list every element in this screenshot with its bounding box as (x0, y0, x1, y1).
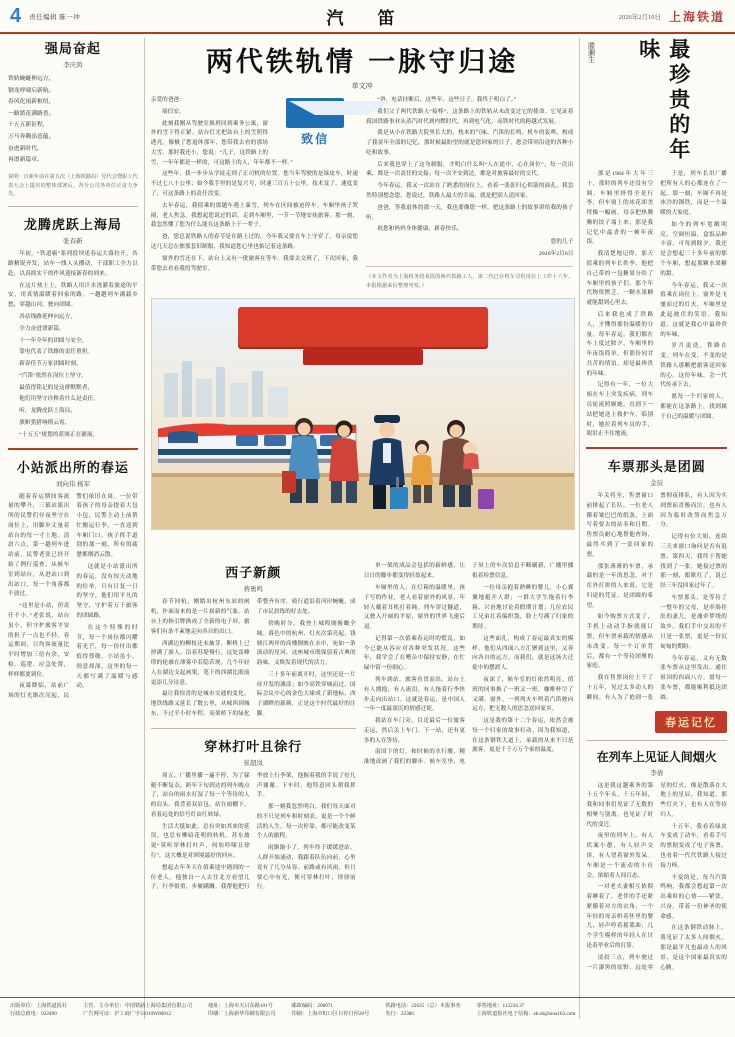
article-note: 说明：自新年前在第五次（上海铁路局）党代会暨职工代表大会上提出的整体部署后，各分公司各单位正奋力争先。 (8, 173, 138, 198)
paragraph: 各站线路延伸向远方， (19, 313, 77, 320)
paragraph: 夜幕降临，站前广场的灯光渐次亮起，民警们依旧在岗。一位带着孩子的母亲提着大包小包，民警主动上前帮忙搬运行李，一直送到车厢门口。孩子挥手道别的那一刻，所有的疲惫都烟消云散。 (8, 493, 138, 700)
paragraph: 春节回杭，刚踏出杭州东站的闸机，扑面而来的是一片崭新的气象。站台上的指引牌换成了全新的电子屏，旅客们有条不紊地走向各自的出口。 (150, 599, 250, 635)
paragraph: 如今购票方式变了，手机上动动手指就能订票，但车票承载的情感从未改变。每一个订单背后，都有一个等待团聚的家庭。 (586, 614, 654, 670)
paragraph: 岁月更迭，铁路在变，列车在变，不变的是铁路人那颗把旅客送回家的心。这份年味，会一代代传承下去。 (660, 343, 727, 389)
paragraph: 雨渐渐小了，列车终于缓缓进站。人群开始涌动，我跟着队伍向前，心里竟有了几分从容。前路或有风雨，但只要心中有光，便可穿林打叶，徐徐前行。 (256, 845, 356, 891)
paragraph: 他们用坚守诠释着什么是责任。 (19, 396, 99, 403)
editor-label: 责任编辑 陈一冲 (29, 13, 81, 21)
letter-badge-label: 致信 (301, 131, 330, 146)
paragraph: 生活大抵如此，总有突如其来的延误，也总有柳暗花明的转机。苏东坡说“莫听穿林打叶声，何妨吟啸且徐行”，这大概是对困境最好的回应。 (150, 823, 250, 860)
article-author: 李倩 (650, 769, 664, 777)
column-rule (144, 38, 145, 1019)
article-author: 金辰 (650, 480, 664, 488)
lead-paragraphs-2 (366, 96, 573, 290)
paragraph: 后来我也穿上了这身制服，才明白什么叫“人在途中，心在岗位”。每一次出乘，都是一次责任的交接；每一次平安到达，都是对旅客最好的交代。 (366, 161, 574, 178)
paragraph: 年初，“铁道霸”系列段坝述春运大幕拉开，各路精锐齐发，站车一线人头攒动，干部职工全力以赴，以真抓实干的作风迎接新春的到来。 (8, 251, 138, 277)
paragraph: 爸爸，等我退休的那一天，我也要像您一样，把这条路上的故事讲给我的孩子听。 (366, 204, 574, 221)
paragraph: 如今的列车宽敞明亮，空调恒温，盒饭品种丰富。可每到除夕，我还是会想起三十多年前的那个车厢，想起那颗水果糖的甜。 (660, 221, 727, 277)
paragraph: 十五年，我看着绿皮车变成了动车，看着手写的票据变成了电子客票，也看着一代代铁路人接过接力棒。 (660, 823, 727, 869)
footer-line: 出版单位：上海铁道报社 (10, 1003, 68, 1009)
footer-line: 上海铁道报社电子信箱：sh.sh@sina163.com (476, 1011, 576, 1018)
paragraph: 听，龙腾虎跃上海局， (19, 408, 77, 415)
passengers-graphic (282, 409, 512, 519)
paper-logo: 上海铁道 (668, 9, 725, 24)
paragraph: 车票那头，是等待了一整年的父母，是牵肠挂肚的妻儿，是魂牵梦绕的故乡。我们手中交出的不只是一张票，更是一份沉甸甸的期盼。 (660, 594, 727, 650)
paragraph: 今年春运，又有无数张车票从这里发出，通往祖国的四面八方。愿每一张车票，都能顺利抵达团圆。 (660, 655, 727, 701)
poem-line: 一路繁花满路香。 (8, 110, 55, 117)
footer-col-4 (291, 1002, 369, 1033)
poem-line: 奋进新时代， (8, 145, 43, 152)
page-title: 汽 笛 (326, 8, 409, 29)
paragraph: 记得有一年，一位大姐在车上突发疾病，列车员轮流照顾她，直到下一站把她送上救护车。临别时，她拉着列车员的手，眼泪止不住地流。 (586, 382, 654, 438)
paragraph: 这些年，我一步步从学徒走到了正司机的位置。您当年驾驶的是绿皮车，时速不过七八十公里；如今我手里的是复兴号，时速三百五十公里。技术变了，速度变了，可这条路上的责任没变。 (150, 171, 359, 198)
paragraph: 靠电代表了铁路的责任重担。 (19, 349, 94, 356)
footer-line: 行政总值电：022490 (10, 1011, 57, 1018)
article-title: 龙腾虎跃上海局 (23, 218, 122, 234)
paragraph: 展信安。 (161, 108, 185, 115)
paragraph: 不变的是，每当汽笛鸣响，我都会想起第一次出乘时的心情——紧张、兴奋，带着一份神圣的使命感。 (660, 874, 727, 920)
article-author: 李庆鸿 (63, 62, 83, 69)
paragraph: 单一架的成品会包括的新鲜感，让日日的脚步都变得轻盈起来。 (363, 563, 466, 580)
footer-col-5 (385, 1002, 460, 1033)
left-column (8, 38, 138, 1019)
publication-date: 2026年2月10日 (618, 13, 661, 21)
paragraph: 这是我这趟乘务的第十五个年头。十五年间，我和同事们见证了无数的相聚与别离，也见证了时代的变迁。 (586, 782, 654, 828)
paragraph: 夜深了，候车室的灯依然明亮。值班的同事换了一班又一班，咖啡杯空了又满。窗外，一列列火车鸣着汽笛驶向远方，把无数人的思念送回家乡。 (472, 677, 574, 713)
divider (586, 740, 727, 741)
lead-headline: 两代铁轨情 一脉守归途 (205, 47, 519, 78)
article-body (8, 250, 138, 440)
paragraph: “十五五”规划的蓝图正在铺展。 (19, 431, 99, 438)
lead-body-left (151, 96, 358, 292)
article-title: 强局奋起 (44, 42, 101, 57)
paragraph: 一位母亲抱着熟睡的婴儿，小心翼翼地避开人群；一群大学生拖着行李箱，兴奋地讨论着假期计划；几位农民工兄弟扛着编织袋，脸上写满了归家的期待。 (472, 584, 574, 631)
poem-line: 万马奔腾添意蕴。 (8, 133, 55, 140)
page-body (0, 34, 735, 1019)
paragraph: 列车到站，旅客鱼贯而出。站台上有人拥抱，有人流泪，有人拖着行李快步走向出站口。这就是春运，是中国人一年一度最深沉的情感迁徙。 (363, 677, 466, 713)
paragraph: 车厢里的人，在灯箱的温暖里，孩子写的作业，老人看着窗外的风景，年轻人戴着耳机打着盹。列车穿过隧道，又驶入开阔的平原，窗外的世界飞速后退。 (363, 584, 466, 631)
paragraph: 愿每一个归家的人，都能在这条路上，找到属于自己的温暖与团圆。 (660, 394, 727, 420)
poem-line: 钢龙呼啸启新航。 (8, 87, 55, 94)
footer-line: 印刷：上海新华印刷有限公司 (208, 1011, 276, 1018)
red-banner-sub (303, 349, 423, 365)
illustration-block (151, 298, 574, 530)
footer-col-3 (208, 1002, 275, 1033)
article-author: 蒋勇鸣 (243, 586, 263, 594)
article-title: 穿林打叶且徐行 (204, 739, 303, 755)
paragraph: 西湖边的柳枝还未抽芽，断桥上已挤满了游人。沿着苏堤慢行，远处雷峰塔的轮廓在薄雾中若隐若现。几个年轻人在湖边支起画架，笔下的西湖比眼前更添几分诗意。 (150, 640, 250, 686)
paragraph: 我清楚地记得，那天值乘的列车长姓李，他把自己带的一包糖果分给了车厢里的孩子们。那个年代物资匮乏，一颗水果糖就能甜到心里去。 (586, 251, 654, 307)
paragraph: 此刻我刚从驾驶室换班回到乘务公寓，窗外的雪下得正紧。站台灯光把站台上的雪照得透亮，像极了您退休那年，您带我去看的那场大雪。那时我还小，您说：“儿子，这铁路上的雪，一年年都是一样的，可这路上的人，年年都不一样。” (150, 120, 293, 166)
paragraph: 窗外的雪还在下，站台上又有一批旅客在等车。我要去交班了，下次回家，我带您去看看我的驾驶室。 (150, 255, 359, 272)
paragraph: 这就是小站派出所的春运，没有惊天动地的壮举，只有日复一日的坚守。他们用平凡的坚守，守护着万千旅客的团圆路。 (76, 564, 138, 619)
editor-footnote: （本文作者为上海机务段某段的两代铁路工人，第二代已在机车司机岗位上工作十六年。本报根据来信整理刊发。） (366, 273, 574, 289)
article-body (151, 772, 356, 894)
paragraph: 傍晚时分，我登上城隍阁俯瞰全城。暮色中的杭州，灯火次第亮起，钱塘江两岸的高楼倒映在水中，宛如一条流动的星河。这座城市既保留着古典的韵味，又焕发着现代的活力。 (256, 620, 356, 667)
article-title: 在列车上见证人间烟火 (596, 749, 717, 764)
article-author: 滕灏生 (587, 42, 596, 63)
illustration (151, 298, 576, 530)
paragraph: 我是从小在铁路大院里长大的，枕木的气味、汽笛的长鸣、机车的轰鸣，构成了我童年全部的记忆。那时候最盼望的就是您回家的日子，您会带回沿途的各种小吃和故事。 (366, 130, 574, 156)
envelope-icon (286, 98, 344, 128)
article-title: 车票那头是团圆 (607, 460, 706, 476)
article-body (586, 492, 727, 704)
poem-line: 再谱新篇章。 (8, 157, 43, 164)
paragraph: 那一刻我忽然明白，我们每天面对的不只是列车和时刻表，更是一个个鲜活的人生。每一次停靠，都可能改变某个人的旅程。 (256, 804, 356, 840)
paragraph: 随着春运期间客流量的攀升，三镇站派出所的民警们昼夜坚守在岗位上，用脚步丈量着站台的每一寸土地。清晨六点，第一趟列车进站前，民警老张已经开始了例行巡查，从候车室到站台，从进站口到出站口，每一个角落都不放过。 (8, 493, 70, 598)
center-column (151, 38, 574, 1019)
divider (8, 206, 138, 207)
paragraph: 南国下的灯，和时候的水行腰，精准地改画了我们的脚步。候车室里，电子屏上的车次信息不断刷新，广播里播报着检票信息。 (363, 563, 574, 766)
poem-line: 十五五新征程， (8, 122, 49, 129)
signature-date: 2026年2月6日 (539, 250, 574, 257)
poem-body (8, 74, 138, 167)
right-column (586, 38, 727, 1019)
paragraph: 旗帜猎猎响彻云霄， (19, 420, 71, 426)
article-yanhuo (586, 748, 727, 975)
signature: 您的儿子 (550, 239, 574, 246)
article-extra (364, 562, 574, 894)
paragraph: 那是1984年大年三十，那时的列车还没有空调，车厢里挤得全是行李，但车窗上的冰花却美得像一幅画。母亲把热腾腾的饺子端上来，那是我记忆中最香的一顿年夜饭。 (586, 171, 654, 246)
page-footer (0, 997, 735, 1037)
article-longteng (8, 214, 138, 440)
paragraph: 这些面孔，构成了春运最真实的模样。他们从四面八方汇聚到这里，又奔向各自的远方。而我们，就是这场大迁徙中的摆渡人。 (472, 635, 574, 672)
footer-col-2 (83, 1002, 192, 1033)
paragraph: 去年春运，我值乘的那趟车遇上暴雪，列车在区间被迫停车。车厢里孩子哭闹，老人焦急。我想起您说过的话，走到车厢里，一节一节地安抚旅客。那一刻，我忽然懂了您为什么能在这条路上干一辈子。 (150, 202, 359, 229)
paragraph: 于是，列车长用广播把所有人的心都连在了一起。那一刻，车厢不再是冰冷的钢铁，而是一个温暖的大家庭。 (660, 171, 727, 217)
masthead (0, 0, 735, 34)
poem-line: 春风化雨新枢纽， (8, 99, 55, 106)
paragraph: 最让我惊喜的是城市交通的变化。地铁线路又延长了数公里，从城西到城东，不过半小时车程。高架桥下的绿化带整齐有序，骑行道沿着河岸蜿蜒，成了市民晨练的好去处。 (150, 599, 356, 717)
poem-line: 铁轨蜿蜒伸远方， (8, 76, 55, 82)
footer-col-1 (10, 1002, 67, 1033)
divider-heavy (586, 447, 727, 449)
lead-author: 单文冲 (351, 82, 373, 90)
lead-body-right (366, 96, 573, 292)
paragraph: “这里是小站，但责任不小。”老张说，站台虽小，但守护旅客平安的担子一点也不轻。春运期间，日均客流量比平时增加三倍有余，安检、巡逻、应急处置，样样都要到位。 (8, 603, 70, 678)
paragraph: 我站在车门旁，目送最后一位旅客走远，然后关上车门。下一站，还有更多的人在等待。 (363, 718, 466, 744)
footer-line: 印刷：上海市虹口区日停日停20号 (291, 1011, 370, 1018)
footer-line: 邮政编码：200071 (291, 1003, 333, 1009)
paragraph: 我们父子两代铁路人“接棒”，这条路上的铁轨从未改变过它的使命。它见证着我国铁路事业从蒸汽时代到内燃时代，再到电气化、高铁时代的跨越式发展。 (366, 108, 574, 125)
article-zhengui-header (586, 38, 727, 166)
paragraph: 记得第一次值乘春运时的慌乱，如今已能从容应对各种突发状况。这些年，我学会了在嘈杂中保持安静，在忙碌中留一份细心。 (363, 635, 466, 672)
series-badge: 春运记忆 (655, 711, 727, 733)
series-badge-row (586, 711, 727, 733)
article-author: 刘向伟 杨军 (55, 480, 90, 488)
footer-line: 广告网可证：沪工商广字31010W00012 (83, 1011, 171, 1018)
paragraph: “汽笛”依然在岗位上坚守。 (19, 372, 87, 379)
article-body (364, 562, 574, 768)
paragraph: 全力奋进谱新篇。 (19, 325, 65, 332)
paragraph: 这是我的第十二个春运，依然会被每一个归家的故事打动。因为我知道，在这条钢铁大道上，承载的从来不只是旅客，更是千千万万个家的温度。 (472, 718, 574, 754)
article-qiangju (8, 38, 138, 199)
divider-heavy (8, 448, 138, 450)
paragraph: 后来我也成了铁路人，才懂得那份温暖的分量。每年春运，我们都在车上度过除夕。车厢里的年夜饭简单，但那份同甘共苦的情谊，却是最珍贵的年味。 (586, 311, 654, 377)
article-title: 最珍贵的年味 (636, 38, 692, 163)
footer-line: 零售地址：112234.37 (476, 1003, 525, 1009)
article-title: 西子新颜 (225, 566, 282, 582)
article-body (586, 782, 727, 975)
paragraph: 我在售票岗位上干了十五年，见过太多动人的瞬间。有人为了抢到一张票彻夜排队，有人因为买到票而喜极而泣，也有人因为临时改签而焦急万分。 (586, 493, 727, 701)
paragraph: 爸，您总说铁路人的春节是在路上过的。今年我又要在车上守岁了。母亲说您这几天总在擦那套旧制服，我知道您心里也惦记着这条路。 (150, 234, 359, 250)
paragraph: 想起去年冬天在值乘途中遇到的一位老人。他独自一人去往北方看望儿子，行李很重，步履蹒跚。我帮他把行李放上行李架，他握着我的手说了好几声谢谢。下车时，他特意回头朝我挥手。 (150, 772, 356, 891)
article-chepiao (586, 456, 727, 732)
paragraph: 凌晨三点，列车驶过一片漆黑的原野。远处零星的灯火，像是散落在大地上的星辰。我知道，那些灯火下，也有人在等待归人。 (586, 782, 727, 971)
letter-icon (272, 96, 358, 148)
article-xiaozhan (8, 457, 138, 702)
page-number: 4 (10, 5, 22, 27)
mid-subarticles (151, 562, 574, 894)
article-body (586, 170, 727, 440)
paragraph: 在这个特殊的时节，每一个岗位都闪耀着光芒，每一份付出都值得尊敬。小站虽小，情意却深，这里的每一天都写满了温暖与感动。 (76, 624, 138, 690)
footer-line: 铁路电话：22635（总）本报事务 (385, 1003, 461, 1009)
article-author: 崔超岚 (243, 759, 263, 767)
paragraph: 记得有位大姐，连续三天来窗口询问是否有退票。第四天，我终于帮她找到了一张。她接过票的那一刻，眼眶红了，说已经三年没回家过年了。 (660, 534, 727, 590)
paragraph: 今年春运，我又一次站在了熟悉的岗位上。看着一张张归心似箭的面孔，我忽然特别想念您。您说过，铁路人最大的幸福，就是把别人送回家。 (366, 183, 574, 200)
paragraph: 在这片热土上，铁路人用汗水浇灌着旅途的平安，用真情温暖着回家的路。一趟趟列车满载乡愁，穿越山河，驶向团圆。 (8, 282, 138, 309)
lead-body-wrap (151, 96, 574, 292)
paragraph: 在这条钢铁动脉上，我见证了太多人间烟火。那是最平凡也最动人的风景，是这个国家最真实的心跳。 (660, 925, 727, 971)
footer-line: 地址：上海市天目东路101号 (208, 1003, 273, 1009)
salutation: 亲爱的爸爸： (150, 97, 185, 103)
paragraph: 最值得铭记的是这群默默者， (19, 384, 94, 391)
red-banner (238, 307, 488, 347)
footer-line: 发行：22386 (385, 1011, 414, 1018)
article-author: 张春新 (63, 238, 83, 246)
article-body (8, 493, 138, 702)
divider (151, 728, 356, 729)
paragraph: 祝您和妈妈身体健康，新春快乐。 (377, 226, 463, 233)
article-body (151, 598, 356, 720)
paragraph: 今年春运，我又一次值乘在岗位上。窗外是飞驰而过的灯火，车厢里是此起彼伏的笑语。我知道，这就是我心中最珍贵的年味。 (660, 282, 727, 338)
city-skyline-graphic (160, 347, 300, 417)
footer-line: 主管、主办单位：中国铁路上海局集团有限公司 (83, 1003, 193, 1009)
paragraph: “爸，电话挂断后，这些年，这些日子，我终于明白了。” (377, 97, 517, 103)
paragraph: 那张薄薄的车票，承载的是一年的思念。对于在外打拼的人来说，它是归途的凭证，是团圆的希望。 (586, 563, 654, 609)
footer-col-6 (477, 1002, 576, 1033)
paragraph: 十一年全年的团圆与安全， (19, 337, 88, 344)
article-xizi (151, 562, 356, 894)
paragraph: 年关将至，售票窗口前排起了长队。一位老人攥着皱巴巴的纸条，上面写着要去的站名和日期。售票员耐心地帮他查询，最终买到了一张回家的票。 (586, 493, 654, 558)
column-rule (579, 38, 580, 1019)
paragraph: 新春佳节万家团圆时刻， (19, 361, 82, 368)
paragraph: 三十多年前离开时，这里还是一片待开发的滩涂；如今高铁穿城而过，国际会议中心的金色大球成了新地标。西子湖畔的新颜，正是这个时代最好的注脚。 (256, 671, 356, 717)
paragraph: 周五，广播里播一遍不停，为了躲避不断复杂，跨年下旬到达的列车晚点了，站台的雨水打湿了每一个等待的人的肩头。我背着双肩包，站在雨棚下，看着远处的信号灯由红转绿。 (150, 772, 250, 818)
divider (366, 266, 573, 267)
article-title: 小站派出所的春运 (16, 460, 129, 476)
paragraph: 一对老夫妻相互依偎着睡着了，老伴的手还紧紧攥着对方的衣角；一个年轻的母亲哄着怀里的婴儿，轻声哼着摇篮曲；几个学生模样的年轻人在讨论着毕业后的打算。 (586, 884, 654, 949)
paragraph: 夜里的列车上，有人伏案小憩，有人轻声交谈，有人望着窗外发呆。车厢是一个流动的小社会，浓缩着人间百态。 (586, 833, 654, 879)
